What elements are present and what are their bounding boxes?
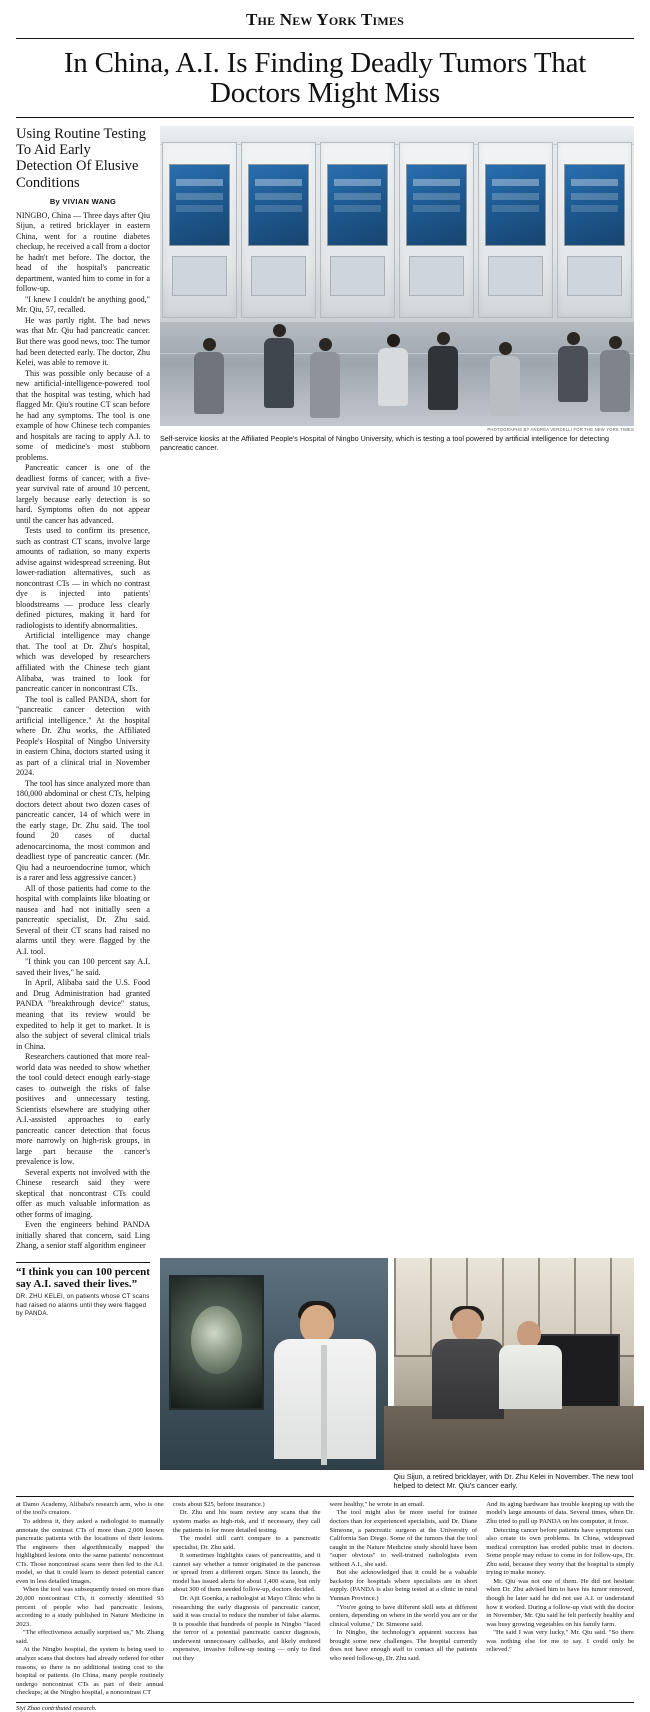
person xyxy=(264,324,294,408)
desk xyxy=(384,1406,644,1470)
paragraph: Tests used to confirm its presence, such as contrast CT scans, involve large amounts of radiation, so many experts advise against widespread screening. But lower-radiation alternatives, such as noncontrast CTs — in which no contrast dye is injected into patients' bloodstreams — produce less clearly defined pictures, making it hard for radiologists to identify abnormalities. xyxy=(16,526,150,630)
kiosk-screen xyxy=(248,164,309,246)
person-body xyxy=(310,352,340,418)
bottom-columns xyxy=(16,1496,634,1698)
contributor-note: Siyi Zhao contributed research. xyxy=(16,1702,634,1712)
column-2 xyxy=(173,1501,321,1698)
person xyxy=(194,338,224,414)
headline-rule xyxy=(16,117,634,118)
kiosk-panel xyxy=(567,256,623,296)
lead-column xyxy=(16,126,150,1252)
lower-section xyxy=(16,1258,634,1490)
paragraph: at Damo Academy, Alibaba's research arm, who is one of the tool's creators. xyxy=(16,1500,164,1517)
doctor-head xyxy=(300,1305,334,1343)
paragraph: The tool is called PANDA, short for "pancreatic cancer detection with artificial intelligence." At the hospital where Dr. Zhu works, the Affiliated People's Hospital of Ningbo University in eastern China, doctors started using it as part of a clinical trial in November 2024. xyxy=(16,694,150,778)
paragraph: The model still can't compare to a pancreatic specialist, Dr. Zhu said. xyxy=(172,1535,321,1551)
person-head xyxy=(437,332,450,345)
person xyxy=(490,342,520,416)
paragraph: "The effectiveness actually surprised us," Mr. Zhang said. xyxy=(16,1629,164,1645)
paragraph: And its aging hardware has trouble keeping up with the model's large amounts of data. Several times, when Dr. Zhu tried to pull up PANDA on his computer, it froze. xyxy=(486,1500,634,1525)
person-body xyxy=(264,338,294,408)
pullquote-column xyxy=(16,1258,150,1490)
kiosk-panel xyxy=(251,256,307,296)
kiosk xyxy=(241,142,316,318)
person xyxy=(600,336,630,412)
top-section xyxy=(16,126,634,1252)
kiosk-screen xyxy=(485,164,546,246)
photo-artwork xyxy=(160,126,634,426)
photo-artwork xyxy=(394,1258,634,1470)
doctor-lab-coat xyxy=(274,1339,377,1459)
paragraph: Pancreatic cancer is one of the deadliest forms of cancer, with a five-year survival rate of around 10 percent, largely because early detection is so hard. Symptoms often do not appear until the cancer has advanced. xyxy=(16,463,150,525)
paragraph: But she acknowledged that it could be a valuable backstop for hospitals where specialists are in short supply. (PANDA is also being tested at a clinic in rural Yunnan Province.) xyxy=(329,1569,478,1603)
paragraph: He was partly right. The bad news was that Mr. Qiu had pancreatic cancer. But there was good news, too: The tumor had been detected early. The doctor, Zhu Kelei, was able to remove it. xyxy=(16,315,150,368)
patient-torso xyxy=(432,1339,504,1419)
kiosk-panel xyxy=(172,256,228,296)
kiosk-screen xyxy=(406,164,467,246)
doctor-head xyxy=(517,1321,541,1348)
person xyxy=(428,332,458,410)
main-photo-block xyxy=(160,126,634,1252)
photo-credit: PHOTOGRAPHS BY ANDREA VERDELLI FOR THE NEW YORK TIMES xyxy=(487,427,634,433)
patient-photo-caption: Qiu Sijun, a retired bricklayer, with Dr. Zhu Kelei in November. The new tool helped to detect Mr. Qiu's cancer early. xyxy=(393,1471,634,1490)
paragraph: The tool might also be more useful for trainee doctors than for experienced specialists, said Dr. Diane Simeone, a pancreatic surgeon at the University of California San Diego. Some of the tumors that the tool caught in the Nature Medicine study should have been "super obvious" to well-trained radiologists even without A.I., she said. xyxy=(329,1509,478,1568)
paragraph: When the tool was subsequently tested on more than 20,000 noncontrast CTs, it correctly identified 93 percent of people who had pancreatic lesions, according to a study published in Nature Medicine in 2023. xyxy=(16,1586,164,1628)
paragraph: Detecting cancer before patients have symptoms can also create its own problems. In China, widespread medical corruption has eroded public trust in doctors. Some people may refuse to come in for follow-ups, Dr. Zhu said, because they worry that the hospital is simply trying to make money. xyxy=(486,1526,634,1577)
person-body xyxy=(428,346,458,410)
person-body xyxy=(490,356,520,416)
kiosk-row xyxy=(160,142,634,318)
photo-row xyxy=(160,1258,634,1470)
photo-caption: Self-service kiosks at the Affiliated People's Hospital of Ningbo University, which is testing a tool powered by artificial intelligence for detecting pancreatic cancer. xyxy=(160,434,609,453)
paragraph: All of those patients had come to the hospital with complaints like bloating or nausea and had not initially seen a pancreatic specialist, Dr. Zhu said. Several of their CT scans had raised no alarms until they were flagged by the A.I. tool. xyxy=(16,883,150,956)
kiosk-panel xyxy=(330,256,386,296)
kiosk-panel xyxy=(488,256,544,296)
kiosk xyxy=(478,142,553,318)
person xyxy=(558,332,588,402)
paragraph: In April, Alibaba said the U.S. Food and Drug Administration had granted PANDA "breakthrough device" status, meaning that its review would be expedited to help it get to market. It is also the subject of several clinical trials in China. xyxy=(16,978,150,1051)
caption-spacer xyxy=(160,1470,388,1490)
person-body xyxy=(194,352,224,414)
byline xyxy=(16,197,150,206)
paragraph: were healthy," he wrote in an email. xyxy=(329,1500,425,1508)
photo-artwork xyxy=(160,1258,388,1470)
person-head xyxy=(203,338,216,351)
deck-headline: Using Routine Testing To Aid Early Detection Of Elusive Conditions xyxy=(16,125,147,191)
paragraph: Researchers cautioned that more real-world data was needed to show whether the tool could detect enough early-stage cases to outweigh the risks of false positives and unnecessary testing. Scientists elsewhere are studying other A.I.-assisted approaches to early pancreatic cancer detection that focus more narrowly on high-risk groups, in large part because the cancer's prevalence is low. xyxy=(16,1052,150,1167)
kiosk xyxy=(162,142,237,318)
column-1 xyxy=(16,1501,164,1698)
paragraph: NINGBO, China — Three days after Qiu Sijun, a retired bricklayer in eastern China, went for a routine diabetes checkup, he received a call from a doctor he hadn't met before. The doctor, the head of the hospital's pancreatic department, wanted him to come in for a follow-up. xyxy=(16,210,150,294)
paragraph: In Ningbo, the technology's apparent success has brought some new challenges. The hospital currently does not have enough staff to contact all the patients who need follow-up, Dr. Zhu said. xyxy=(329,1629,478,1662)
paragraph: Several experts not involved with the Chinese research said they were skeptical that noncontrast CTs could offer as much valuable information as other forms of imaging. xyxy=(16,1167,150,1219)
paragraph: Mr. Qiu was not one of them. He did not hesitate when Dr. Zhu advised him to have his tumor removed, though he later said he did not use A.I. or understand how it worked. During a follow-up visit with the doctor in November, Mr. Qiu said he felt perfectly healthy and was busy growing vegetables on his family farm. xyxy=(486,1577,634,1628)
kiosk-screen xyxy=(564,164,625,246)
kiosk-screen xyxy=(327,164,388,246)
column-3 xyxy=(330,1501,478,1698)
pullquote-attribution: DR. ZHU KELEI, on patients whose CT scans had raised no alarms until they were flagged by PANDA. xyxy=(16,1293,150,1317)
doctor-lab-coat xyxy=(499,1345,562,1409)
person-head xyxy=(387,334,400,347)
patient-consult-photo xyxy=(394,1258,634,1470)
paragraph: Artificial intelligence may change that. The tool at Dr. Zhu's hospital, which was developed by researchers affiliated with the Chinese tech giant Alibaba, was trained to look for pancreatic cancer in noncontrast CTs. xyxy=(16,631,150,694)
paragraph: To address it, they asked a radiologist to manually annotate the contrast CTs of more than 2,000 known pancreatic patients with the locations of their lesions. The engineers then algorithmically mapped the highlighted lesions onto the same patients' noncontrast CTs. Those noncontrast scans were then fed to the A.I. model, so that it could learn to detect potential cancer even in less detailed images. xyxy=(16,1517,164,1585)
masthead-rule xyxy=(16,38,634,39)
person xyxy=(310,338,340,418)
page-title: In China, A.I. Is Finding Deadly Tumors That Doctors Might Miss xyxy=(63,47,587,110)
paragraph: The tool has since analyzed more than 180,000 abdominal or chest CTs, helping doctors detect about two dozen cases of pancreatic cancer, 14 of which were in the early stage, Dr. Zhu said. The tool found 20 cases of ductal adenocarcinoma, the most common and deadliest type of pancreatic cancer. (Mr. Qiu had a neuroendocrine tumor, which is a rarer and less aggressive cancer.) xyxy=(16,778,150,883)
person-head xyxy=(273,324,286,337)
doctor-figure xyxy=(499,1321,562,1414)
kiosk xyxy=(557,142,632,318)
column-4 xyxy=(486,1501,634,1698)
kiosk xyxy=(399,142,474,318)
person-body xyxy=(378,348,408,406)
paragraph: costs about $25, before insurance.) xyxy=(172,1500,265,1508)
paragraph: It sometimes highlights cases of pancreatitis, and it cannot say whether a tumor originated in the pancreas or spread from a different organ. Since its launch, the model has issued alerts for about 1,400 scans, but only about 300 of them needed follow-up, doctors decided. xyxy=(172,1552,321,1594)
masthead xyxy=(16,8,634,34)
person-body xyxy=(558,346,588,402)
kiosk-screen xyxy=(169,164,230,246)
pullquote xyxy=(16,1262,150,1318)
ct-scan-screen xyxy=(169,1275,264,1410)
paragraph: "I think you can 100 percent say A.I. saved their lives," he said. xyxy=(16,957,150,977)
paragraph: "He said I was very lucky," Mr. Qiu said. "So there was nothing else for me to say. I could only be relieved." xyxy=(486,1629,634,1654)
paragraph: "You're going to have different skill sets at different centers, depending on where in the world you are or the clinical volume," Dr. Simeone said. xyxy=(329,1603,478,1628)
paragraph: Dr. Zhu and his team review any scans that the system marks as high-risk, and if necessary, they call the patients in for more detailed testing. xyxy=(172,1509,321,1534)
person-head xyxy=(609,336,622,349)
person-head xyxy=(319,338,332,351)
paragraph: "I knew I couldn't be anything good," Mr. Qiu, 57, recalled. xyxy=(16,294,150,315)
byline-by: By xyxy=(49,196,61,206)
caption-row xyxy=(160,1470,634,1490)
person-head xyxy=(567,332,580,345)
person-head xyxy=(499,342,512,355)
paragraph: This was possible only because of a new artificial-intelligence-powered tool that the hospital was testing, which had flagged Mr. Qiu's routine CT scan before he had any symptoms. The tool is one example of how Chinese tech companies and hospitals are racing to apply A.I. to some of medicine's most stubborn problems. xyxy=(16,368,150,462)
paragraph: Even the engineers behind PANDA initially shared that concern, said Ling Zhang, a senior staff algorithm engineer xyxy=(16,1220,150,1251)
patient-head xyxy=(452,1309,482,1342)
hospital-kiosks-photo xyxy=(160,126,634,426)
patient-figure xyxy=(427,1309,509,1419)
doctor-figure xyxy=(269,1305,378,1470)
paragraph: At the Ningbo hospital, the system is being used to analyze scans that doctors had already ordered for other reasons, so there is no additional testing cost to the hospital or patients. (In China, many people routinely undergo noncontrast CTs as part of their annual checkups; at the Ningbo hospital, a noncontrast CT xyxy=(16,1646,164,1697)
pullquote-text: “I think you can 100 percent say A.I. saved their lives.” xyxy=(16,1265,150,1291)
nyt-logo: The New York Times xyxy=(246,10,404,29)
kiosk xyxy=(320,142,395,318)
secondary-photos xyxy=(160,1258,634,1490)
person xyxy=(378,334,408,406)
lead-body xyxy=(16,211,150,1252)
kiosk-panel xyxy=(409,256,465,296)
doctor-ct-photo xyxy=(160,1258,388,1470)
paragraph: Dr. Ajit Goenka, a radiologist at Mayo Clinic who is researching the early diagnosis of pancreatic cancer, said it was crucial to reduce the number of false alarms. It is possible that hundreds of people in Ningbo "faced the terror of a potential pancreatic cancer diagnosis, underwent unnecessary callbacks, and likely endured expensive, invasive follow-up testing — only to find out they xyxy=(172,1595,321,1662)
byline-author: VIVIAN WANG xyxy=(62,196,117,206)
person-body xyxy=(600,350,630,412)
